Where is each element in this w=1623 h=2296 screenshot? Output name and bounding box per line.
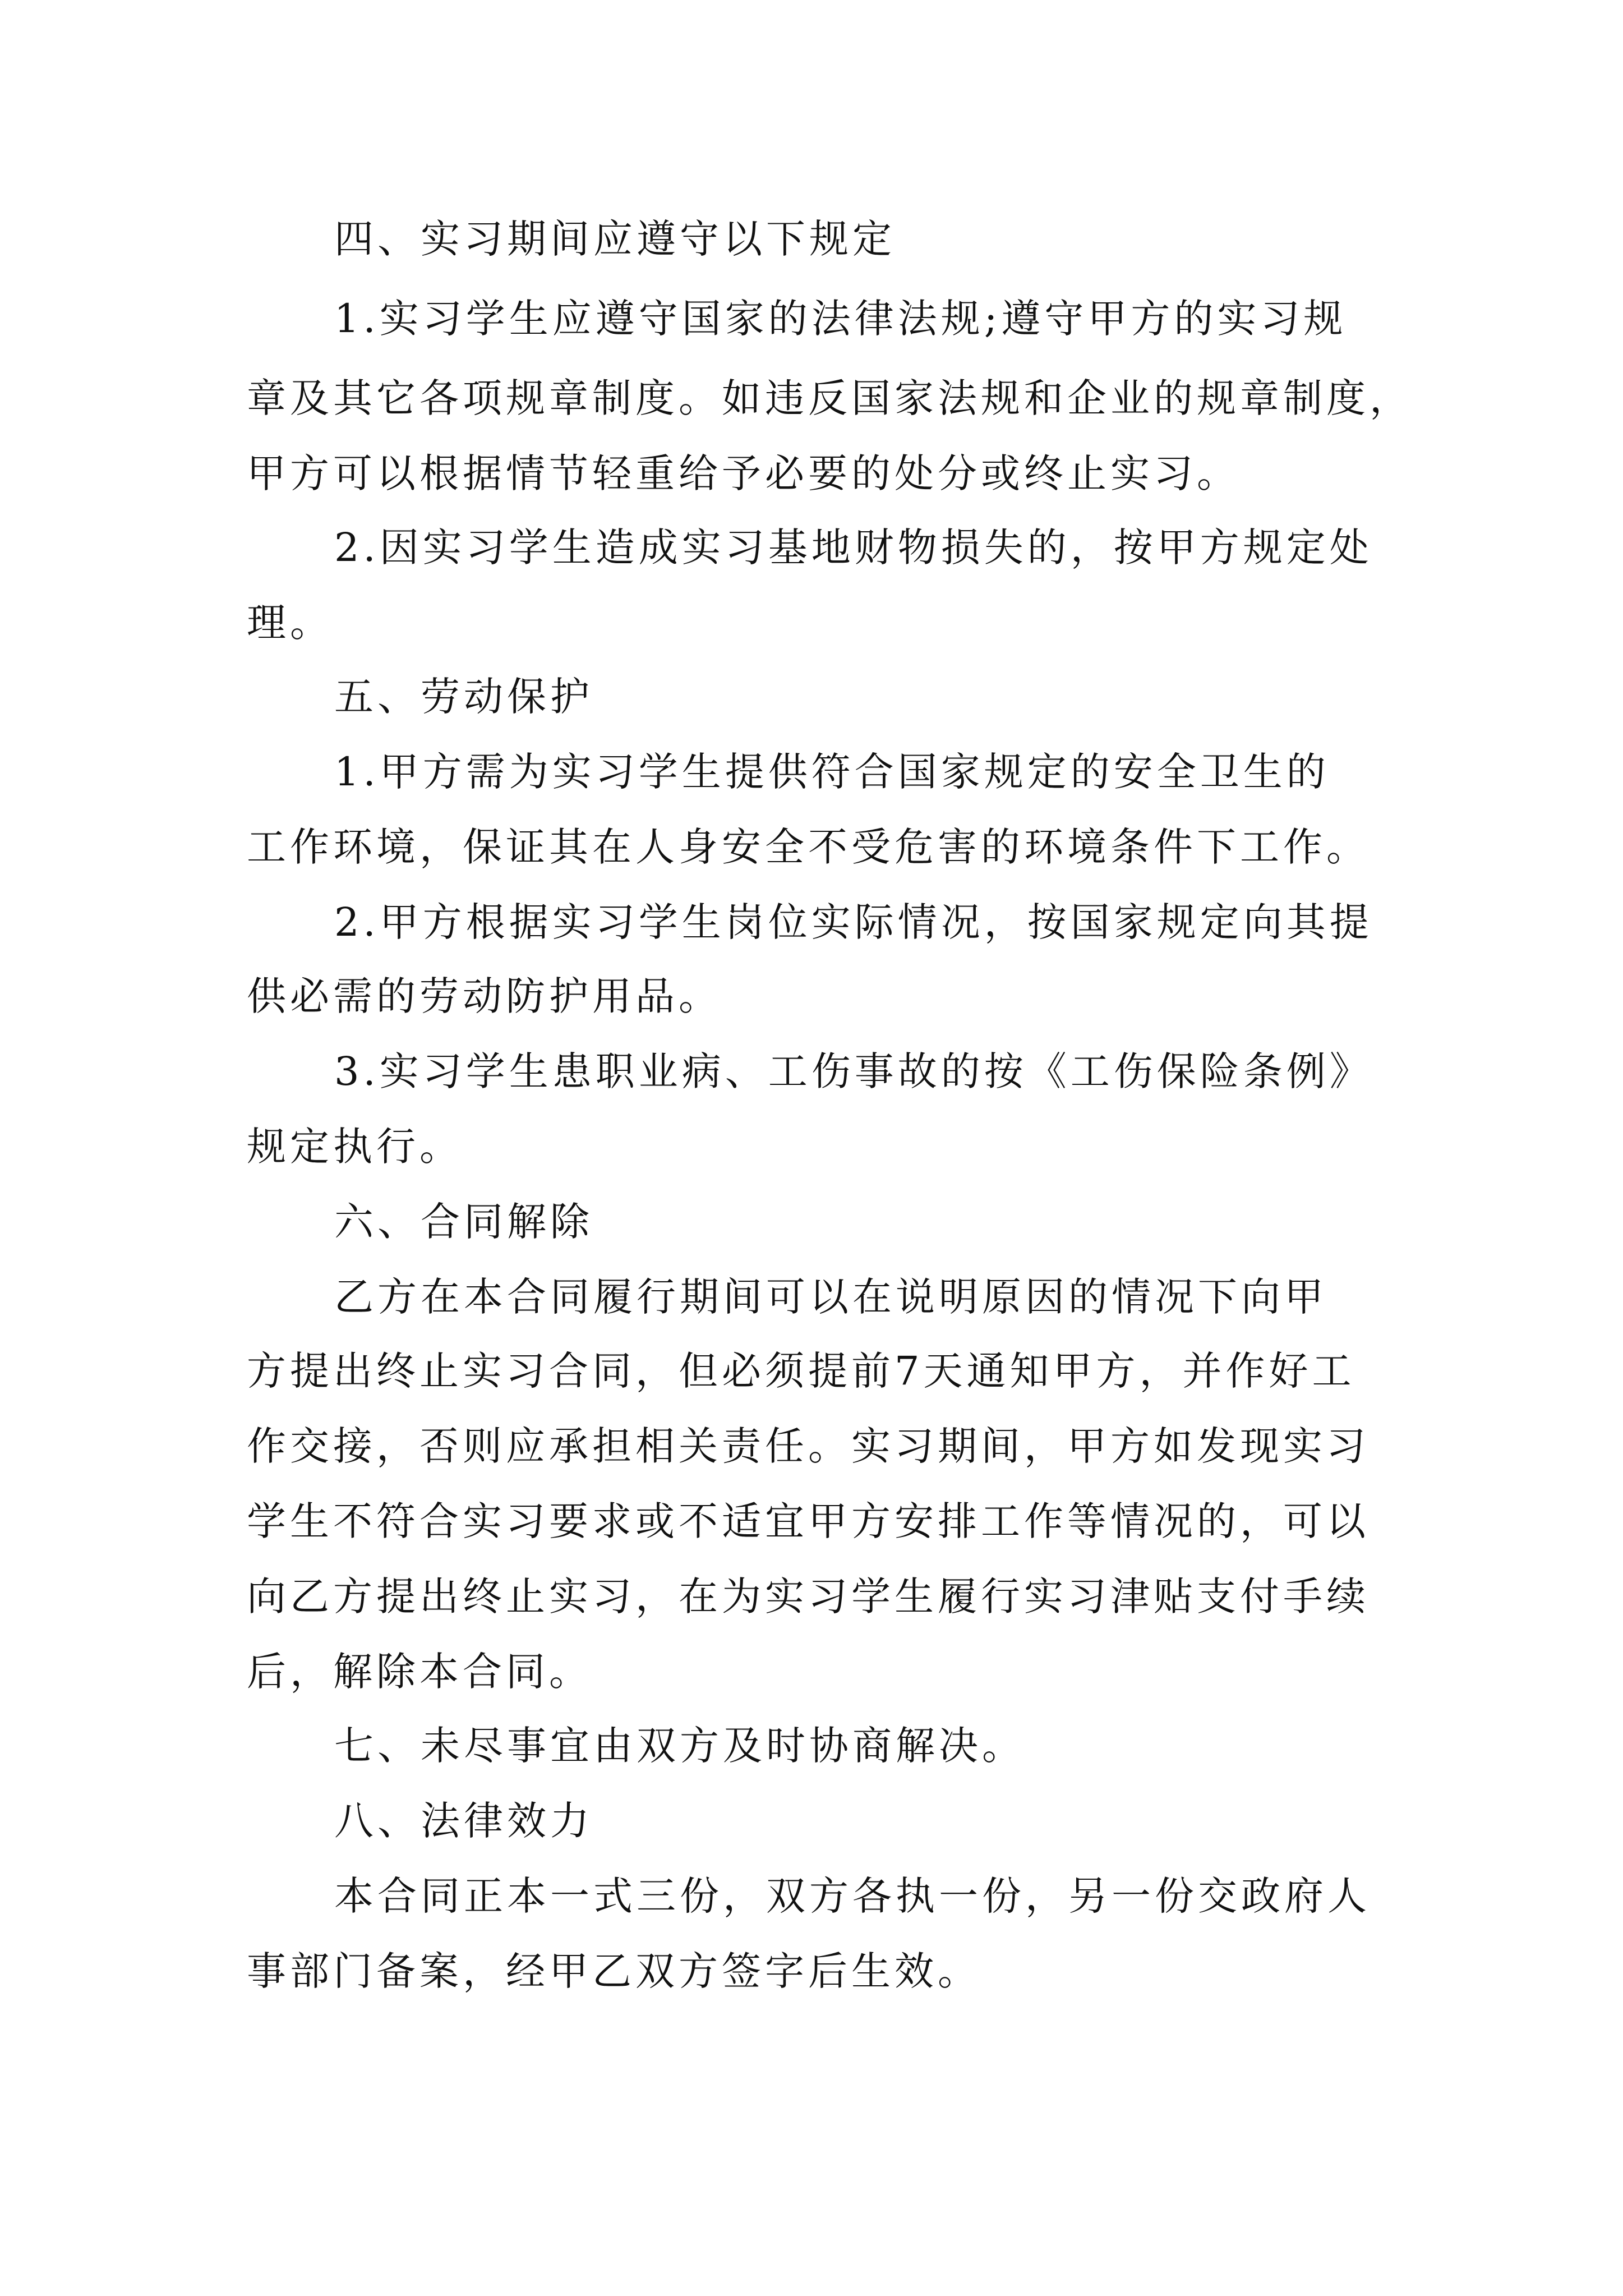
paragraph-line: 方提出终止实习合同，但必须提前7天通知甲方，并作好工 [247, 1348, 1355, 1394]
paragraph-line: 2.因实习学生造成实习基地财物损失的，按甲方规定处 [334, 524, 1373, 570]
paragraph-line: 1.甲方需为实习学生提供符合国家规定的安全卫生的 [334, 749, 1330, 795]
paragraph-line: 事部门备案，经甲乙双方签字后生效。 [247, 1948, 981, 1994]
paragraph-line: 理。 [247, 600, 333, 646]
paragraph-line: 甲方可以根据情节轻重给予必要的处分或终止实习。 [247, 450, 1240, 496]
paragraph-line: 本合同正本一式三份，双方各执一份，另一份交政府人 [334, 1873, 1371, 1919]
section-heading-6: 六、合同解除 [334, 1199, 593, 1245]
paragraph-line: 1.实习学生应遵守国家的法律法规;遵守甲方的实习规 [334, 296, 1347, 342]
paragraph-line: 后，解除本合同。 [247, 1649, 592, 1695]
section-heading-4: 四、实习期间应遵守以下规定 [334, 216, 896, 262]
section-heading-8: 八、法律效力 [334, 1798, 593, 1844]
section-heading-5: 五、劳动保护 [334, 674, 593, 720]
paragraph-line: 供必需的劳动防护用品。 [247, 973, 722, 1019]
paragraph-line: 章及其它各项规章制度。如违反国家法规和企业的规章制度， [247, 375, 1413, 421]
paragraph-line: 学生不符合实习要求或不适宜甲方安排工作等情况的，可以 [247, 1498, 1370, 1544]
paragraph-line: 工作环境，保证其在人身安全不受危害的环境条件下工作。 [247, 824, 1370, 870]
paragraph-line: 规定执行。 [247, 1124, 463, 1170]
paragraph-line: 3.实习学生患职业病、工伤事故的按《工伤保险条例》 [334, 1048, 1373, 1094]
section-heading-7: 七、未尽事宜由双方及时协商解决。 [334, 1723, 1025, 1769]
paragraph-line: 2.甲方根据实习学生岗位实际情况，按国家规定向其提 [334, 899, 1373, 945]
paragraph-line: 作交接，否则应承担相关责任。实习期间，甲方如发现实习 [247, 1423, 1370, 1469]
paragraph-line: 向乙方提出终止实习，在为实习学生履行实习津贴支付手续 [247, 1573, 1370, 1619]
paragraph-line: 乙方在本合同履行期间可以在说明原因的情况下向甲 [334, 1274, 1327, 1320]
